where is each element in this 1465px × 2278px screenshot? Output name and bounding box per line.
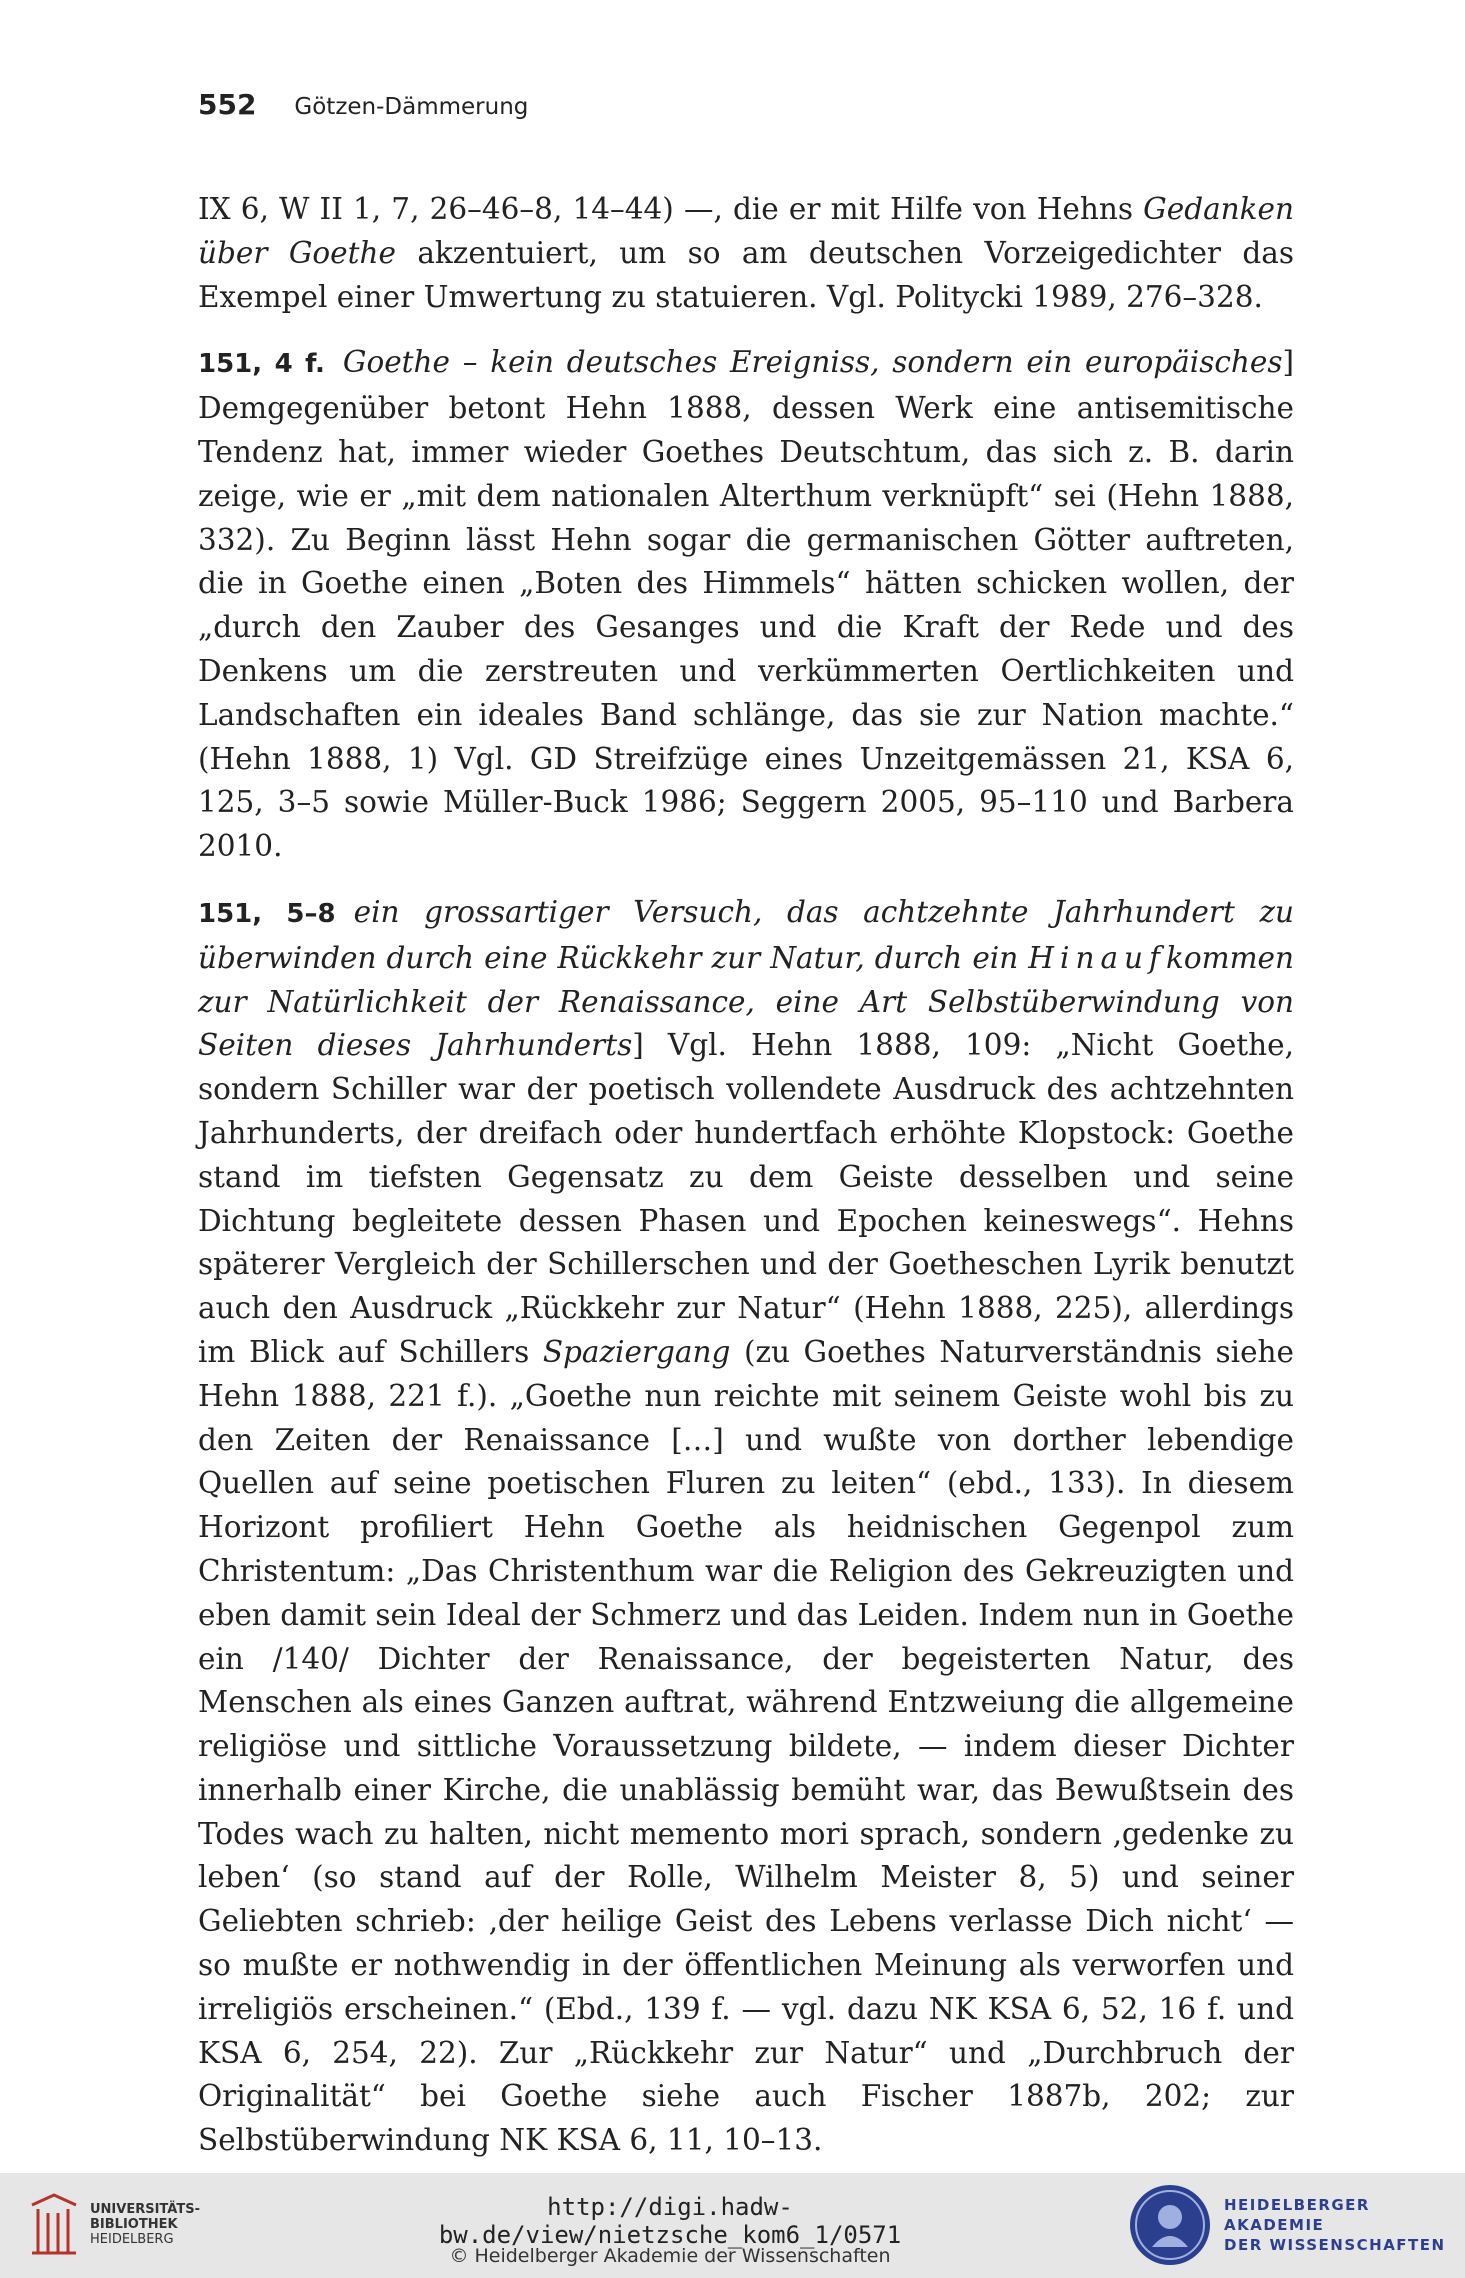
ub-emblem-icon (28, 2191, 80, 2257)
paragraph-3: 151, 5–8 ein grossartiger Versuch, das achtzehnte Jahrhundert zu überwinden durch eine Rückkehr zur Natur, durch ein Hinaufkommen zur Natürlichkeit der Renaissance, eine Art Selbstüberwindung von Seiten dieses Jahrhunderts] Vgl. Hehn 1888, 109: „Nicht Goethe, sondern Schiller war der poetisch vollendete Ausdruck des achtzehnten Jahrhunderts, der dreifach oder hundertfach erhöhte Klopstock: Goethe stand im tiefsten Gegensatz zu dem Geiste desselben und seine Dichtung begleitete dessen Phasen und Epochen keineswegs“. Hehns späterer Vergleich der Schillerschen und der Goetheschen Lyrik benutzt auch den Ausdruck „Rückkehr zur Natur“ (Hehn 1888, 225), allerdings im Blick auf Schillers Spaziergang (zu Goethes Naturverständnis siehe Hehn 1888, 221 f.). „Goethe nun reichte mit seinem Geiste wohl bis zu den Zeiten der Renaissance […] und wußte von dorther lebendige Quellen auf seine poetischen Fluren zu leiten“ (ebd., 133). In diesem Horizont profiliert Hehn Goethe als heidnischen Gegenpol zum Christentum: „Das Christenthum war die Religion des Gekreuzigten und eben damit sein Ideal der Schmerz und das Leiden. Indem nun in Goethe ein /140/ Dichter der Renaissance, der begeisterten Natur, des Menschen als eines Ganzen auftrat, während Entzweiung die allgemeine religiöse und sittliche Voraussetzung bildete, — indem dieser Dichter innerhalb einer Kirche, die unablässig bemüht war, das Bewußtsein des Todes wach zu halten, nicht memento mori sprach, sondern ‚gedenke zu leben‘ (so stand auf der Rolle, Wilhelm Meister 8, 5) und seiner Geliebten schrieb: ‚der heilige Geist des Lebens verlasse Dich nicht‘ — so mußte er nothwendig in der öffentlichen Meinung als verworfen und irreligiös erscheinen.“ (Ebd., 139 f. — vgl. dazu NK KSA 6, 52, 16 f. und KSA 6, 254, 22). Zur „Rückkehr zur Natur“ und „Durchbruch der Originalität“ bei Goethe siehe auch Fischer 1887b, 202; zur Selbstüberwindung NK KSA 6, 11, 10–13. (198, 894, 1294, 2158)
lemma-reference: 151, 4 f. (198, 349, 325, 380)
lemma-text: Goethe – kein deutsches Ereigniss, sondern ein europäisches (342, 345, 1283, 380)
page-header (198, 88, 528, 121)
lemma-text: ein grossartiger Versuch, das achtzehnte Jahrhundert zu überwinden durch eine Rückkehr zur Natur, durch ein (198, 894, 1294, 975)
running-title: Götzen-Dämmerung (294, 94, 529, 120)
lemma-reference: 151, 5–8 (198, 898, 336, 929)
commentary-text (198, 188, 1294, 2185)
academy-name: HEIDELBERGER AKADEMIE DER WISSENSCHAFTEN (1224, 2196, 1446, 2254)
paragraph-2: 151, 4 f. Goethe – kein deutsches Ereigniss, sondern ein europäisches] Demgegenüber betont Hehn 1888, dessen Werk eine antisemitische Tendenz hat, immer wieder Goethes Deutschtum, das sich z. B. darin zeige, wie er „mit dem nationalen Alterthum verknüpft“ sei (Hehn 1888, 332). Zu Beginn lässt Hehn sogar die germanischen Götter auftreten, die in Goethe einen „Boten des Himmels“ hätten schicken wollen, der „durch den Zauber des Gesanges und die Kraft der Rede und des Denkens um die zerstreuten und verkümmerten Oertlichkeiten und Landschaften ein ideales Band schlänge, das sie zur Nation machte.“ (Hehn 1888, 1) Vgl. GD Streifzüge eines Unzeitgemässen 21, KSA 6, 125, 3–5 sowie Müller-Buck 1986; Seggern 2005, 95–110 und Barbera 2010. (198, 345, 1294, 864)
copyright-notice: © Heidelberger Akademie der Wissenschaften (449, 2245, 891, 2267)
footer-bar (0, 2173, 1465, 2278)
academy-seal-icon (1130, 2185, 1210, 2265)
academy-logo[interactable] (1130, 2185, 1465, 2265)
ub-name: UNIVERSITÄTS- BIBLIOTHEK HEIDELBERG (90, 2201, 200, 2247)
page-number: 552 (198, 88, 257, 121)
permalink-url[interactable]: http://digi.hadw-bw.de/view/nietzsche_kom6_1/0571 (438, 2193, 902, 2249)
paragraph-1: IX 6, W II 1, 7, 26–46–8, 14–44) —, die er mit Hilfe von Hehns Gedanken über Goethe akzentuiert, um so am deutschen Vorzeigedichter das Exempel einer Umwertung zu statuieren. Vgl. Politycki 1989, 276–328. (198, 192, 1295, 314)
university-library-logo[interactable] (28, 2191, 200, 2257)
